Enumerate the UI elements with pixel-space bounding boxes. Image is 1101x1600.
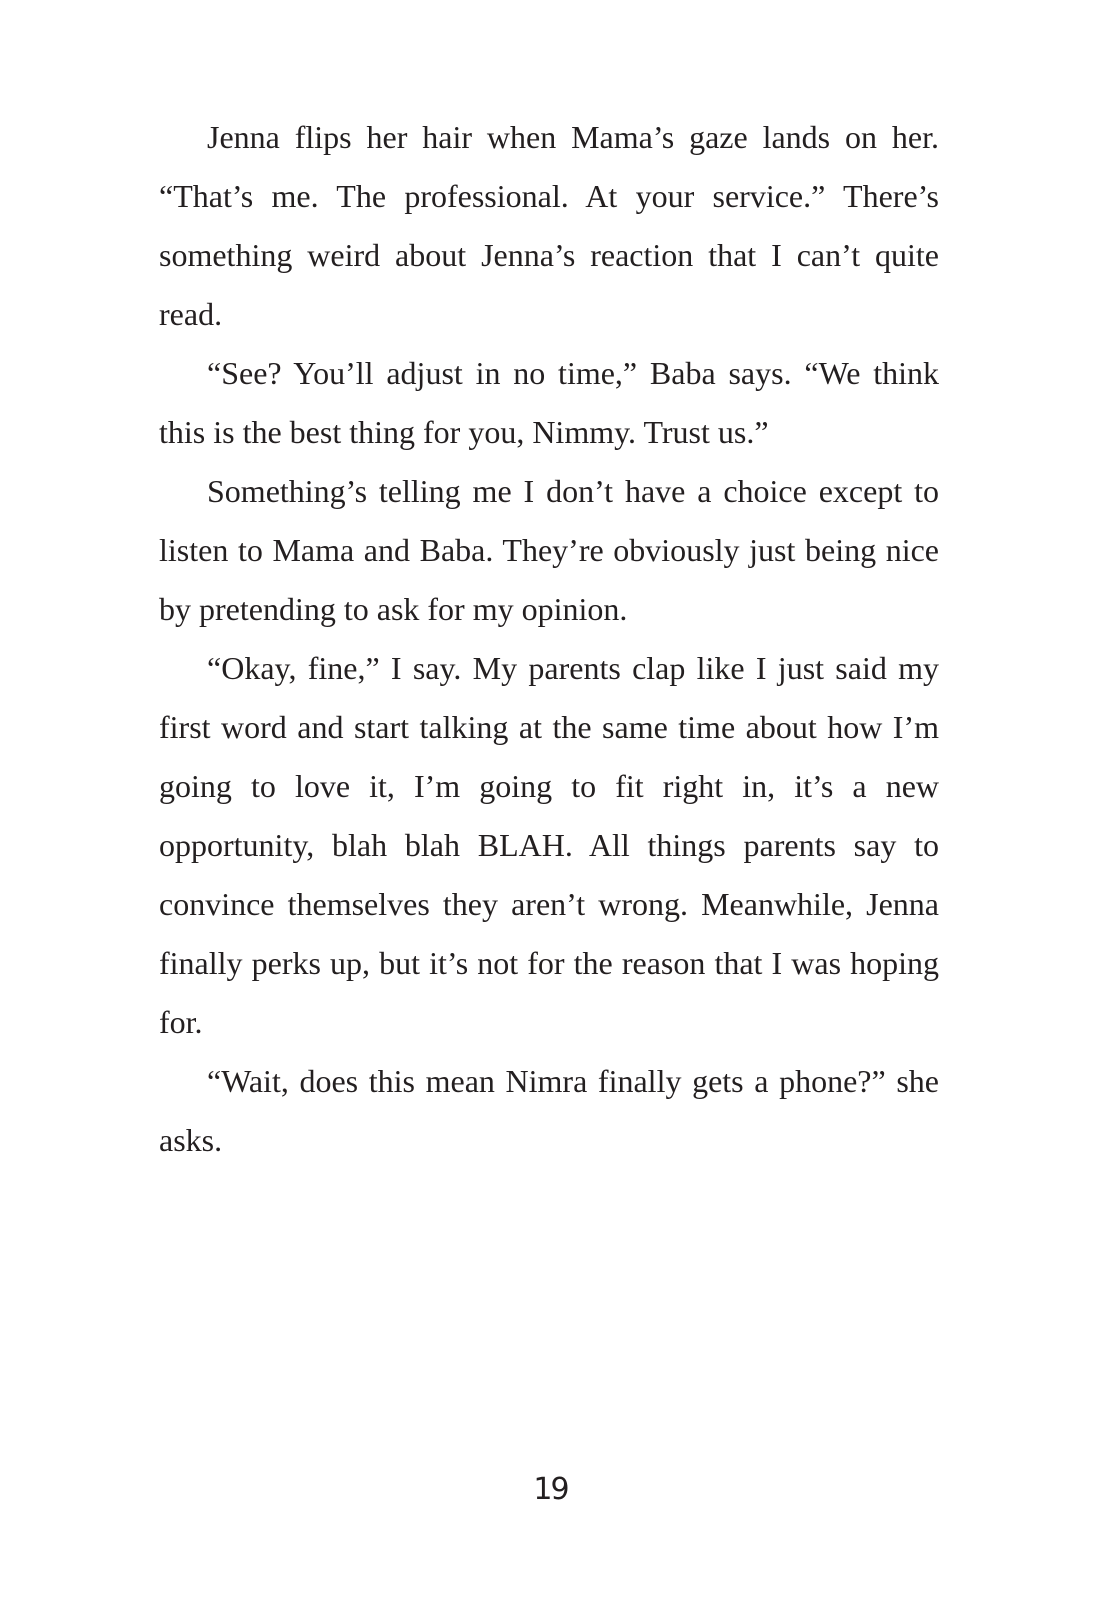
paragraph-1: Jenna flips her hair when Mama’s gaze lands on her. “That’s me. The professional. At your service.” There’s something weird about Jenna’s reaction that I can’t quite read. [159, 119, 939, 332]
body-text [159, 108, 939, 1170]
paragraph-2: “See? You’ll adjust in no time,” Baba says. “We think this is the best thing for you, Nimmy. Trust us.” [159, 355, 939, 450]
paragraph-3: Something’s telling me I don’t have a choice except to listen to Mama and Baba. They’re obviously just being nice by pretending to ask for my opinion. [159, 473, 939, 627]
page-number: 19 [533, 1472, 568, 1507]
paragraph-4: “Okay, fine,” I say. My parents clap like I just said my first word and start talking at the same time about how I’m going to love it, I’m going to fit right in, it’s a new opportunity, blah blah BLAH. All things parents say to convince themselves they aren’t wrong. Meanwhile, Jenna finally perks up, but it’s not for the reason that I was hoping for. [159, 650, 939, 1040]
paragraph-5: “Wait, does this mean Nimra finally gets a phone?” she asks. [159, 1063, 939, 1158]
